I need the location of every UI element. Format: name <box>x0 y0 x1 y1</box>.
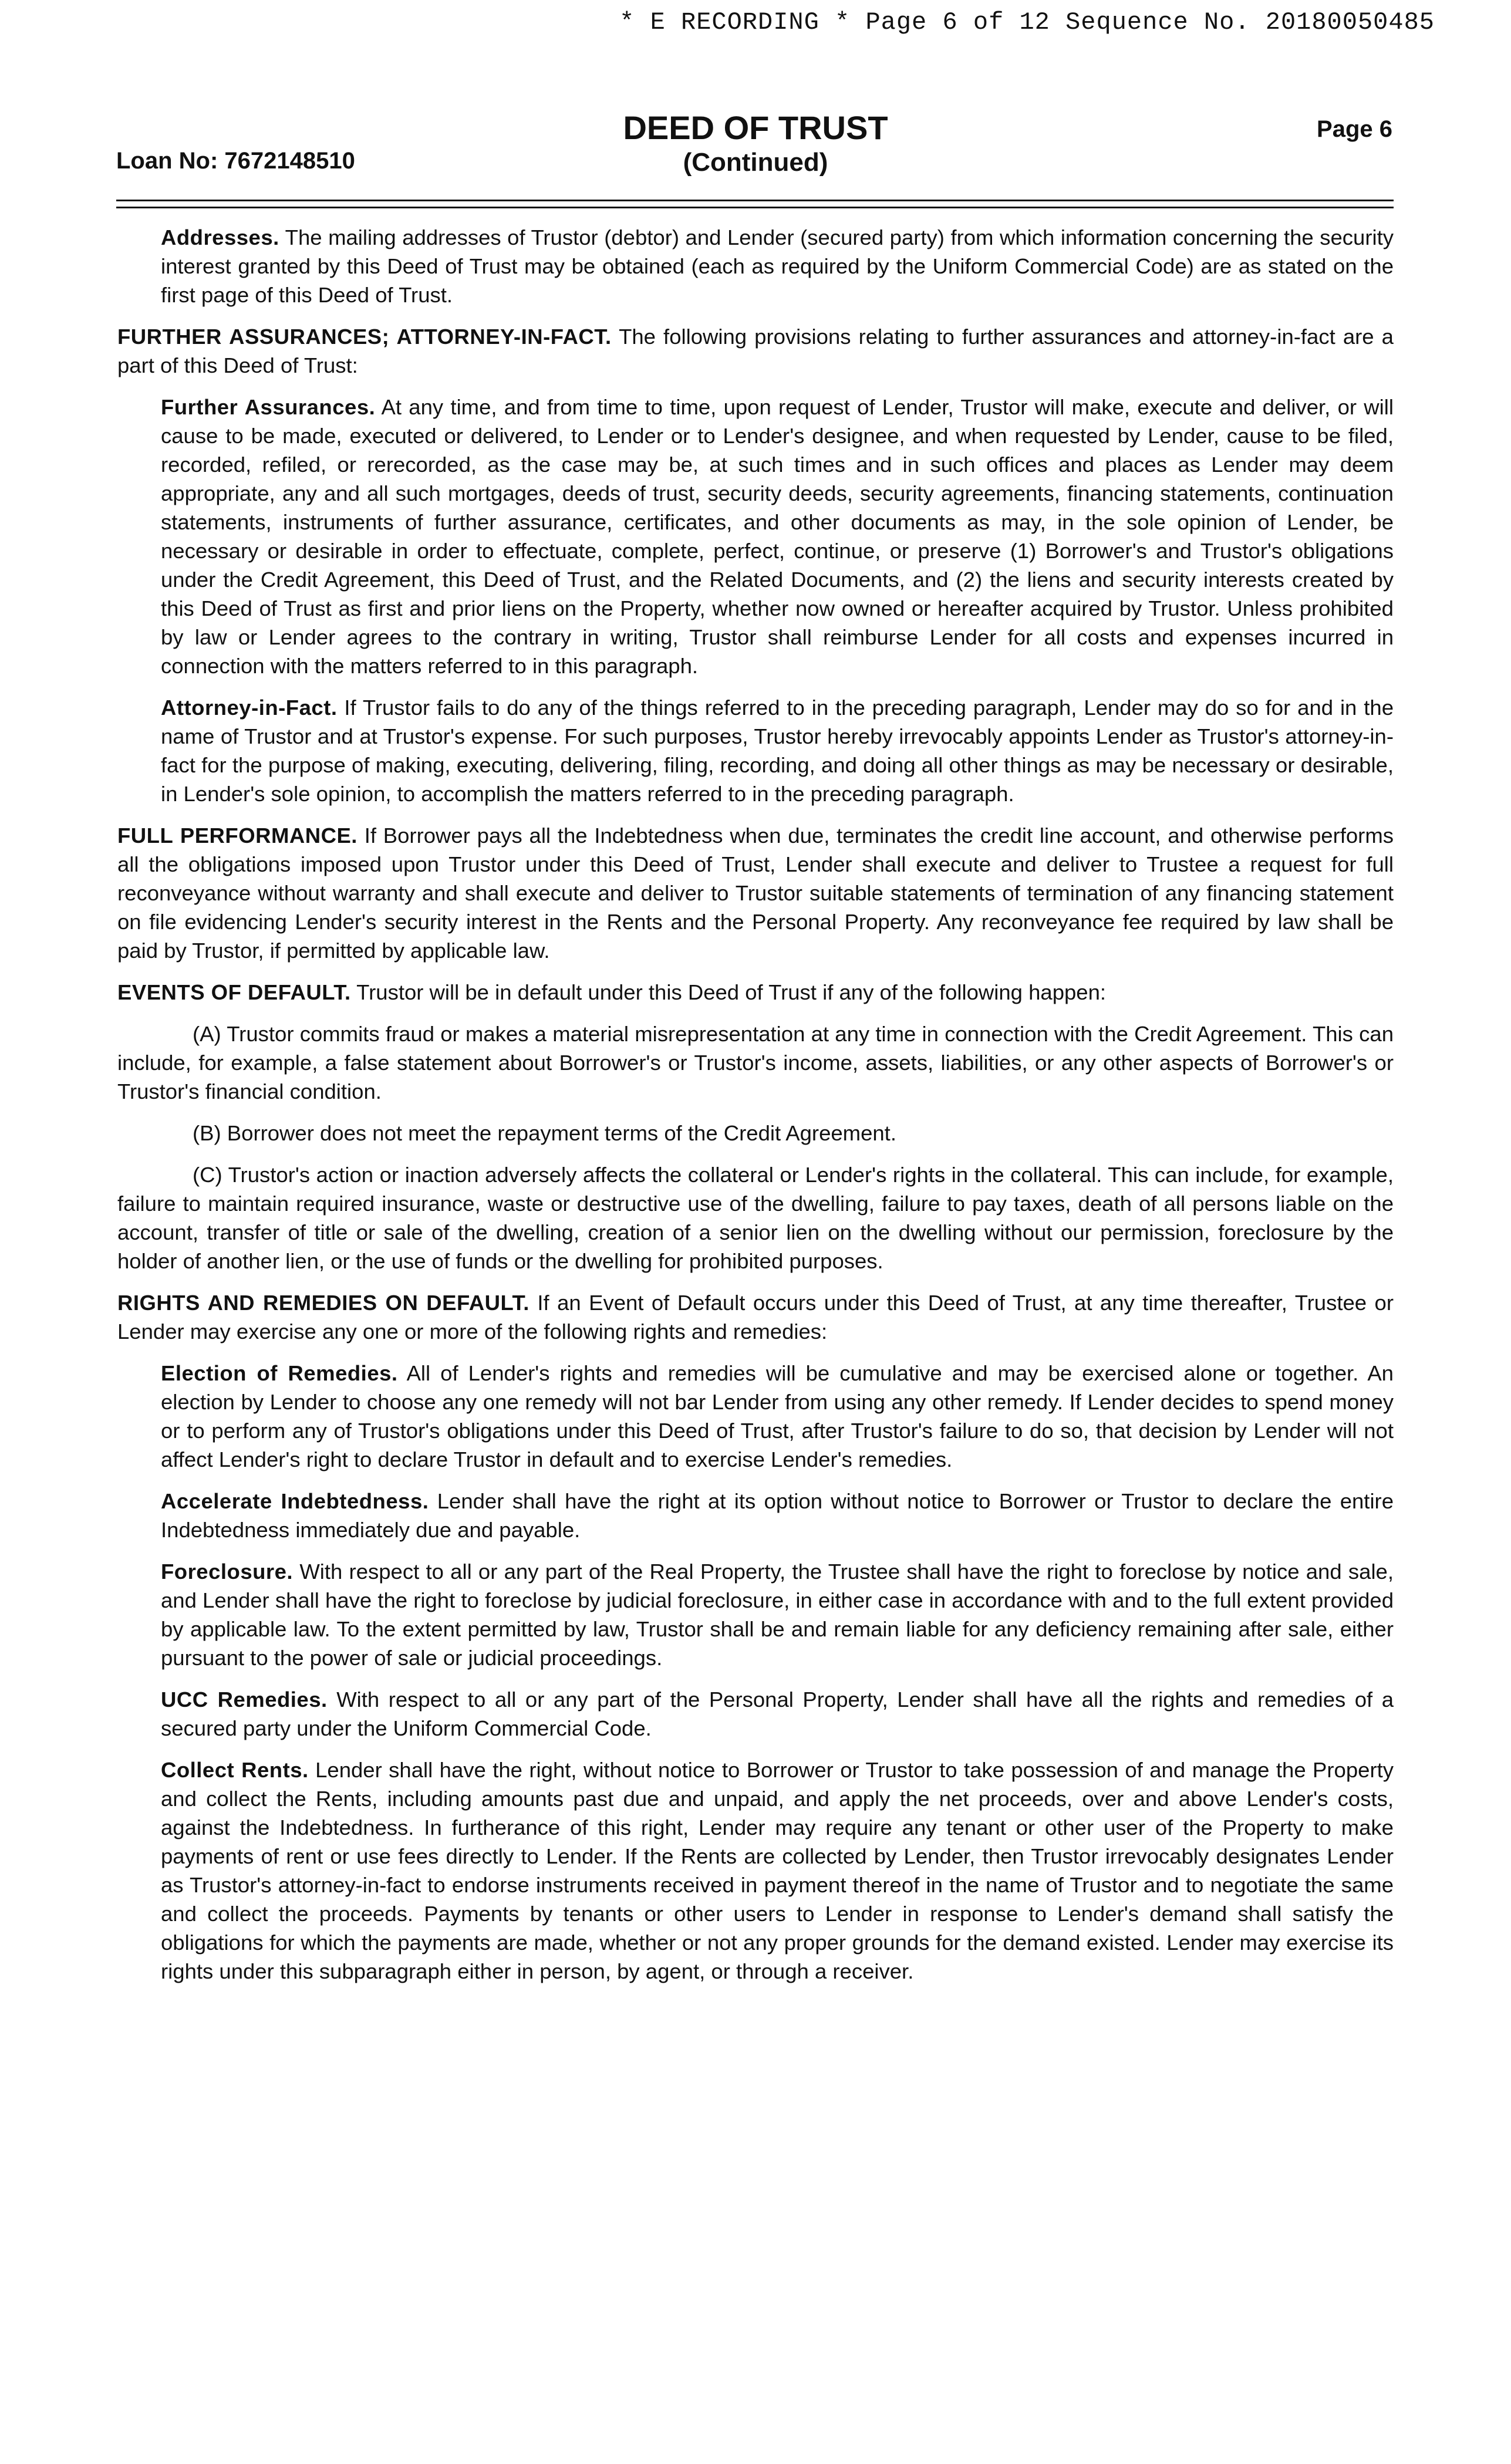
paragraph-rights-and-remedies <box>117 1288 1394 1346</box>
paragraph-text: (C) Trustor's action or inaction adversely affects the collateral or Lender's rights in the collateral. This can include, for example, failure to maintain required insurance, waste or destructive use of the dwelling, failure to pay taxes, death of all persons liable on the account, transfer of title or sale of the dwelling, creation of a senior lien on the dwelling without our permission, foreclosure by the holder of another lien, or the use of funds or the dwelling for prohibited purposes. <box>117 1163 1394 1273</box>
paragraph-foreclosure <box>161 1557 1394 1672</box>
document-body <box>117 223 1394 1999</box>
paragraph-text: (B) Borrower does not meet the repayment terms of the Credit Agreement. <box>193 1121 896 1145</box>
paragraph-heading: Attorney-in-Fact. <box>161 696 338 720</box>
paragraph-text: Trustor will be in default under this Deed of Trust if any of the following happen: <box>350 980 1107 1004</box>
paragraph-heading: UCC Remedies. <box>161 1687 328 1712</box>
paragraph-heading: Foreclosure. <box>161 1560 294 1584</box>
paragraph-heading: Collect Rents. <box>161 1758 309 1782</box>
section-heading: RIGHTS AND REMEDIES ON DEFAULT. <box>117 1291 529 1315</box>
paragraph-default-c <box>117 1160 1394 1275</box>
paragraph-full-performance <box>117 821 1394 965</box>
paragraph-text: If Borrower pays all the Indebtedness when due, terminates the credit line account, and otherwise performs all the obligations imposed upon Trustor under this Deed of Trust, Lender shall execute and deliver to Trustee a request for full reconveyance without warranty and shall execute and deliver to Trustor suitable statements of termination of any financing statement on file evidencing Lender's security interest in the Rents and the Personal Property. Any reconveyance fee required by law shall be paid by Trustor, if permitted by applicable law. <box>117 823 1394 963</box>
section-heading: EVENTS OF DEFAULT. <box>117 980 351 1004</box>
paragraph-addresses <box>161 223 1394 309</box>
recording-stamp: * E RECORDING * Page 6 of 12 Sequence No. 20180050485 <box>619 8 1435 36</box>
paragraph-collect-rents <box>161 1756 1394 1986</box>
paragraph-accelerate-indebtedness <box>161 1487 1394 1544</box>
paragraph-default-a <box>117 1020 1394 1106</box>
paragraph-text: The following provisions relating to further assurances and attorney-in-fact are a part of this Deed of Trust: <box>117 325 1394 377</box>
paragraph-default-b <box>117 1119 1394 1147</box>
paragraph-election-of-remedies <box>161 1359 1394 1474</box>
paragraph-heading: Addresses. <box>161 225 279 249</box>
paragraph-further-assurances-section <box>117 322 1394 380</box>
loan-number: Loan No: 7672148510 <box>116 148 355 174</box>
document-title: DEED OF TRUST <box>623 109 888 146</box>
paragraph-text: The mailing addresses of Trustor (debtor) and Lender (secured party) from which information concerning the security interest granted by this Deed of Trust may be obtained (each as required by the Uniform Commercial Code) are as stated on the first page of this Deed of Trust. <box>161 225 1394 307</box>
paragraph-text: If an Event of Default occurs under this Deed of Trust, at any time thereafter, Trustee or Lender may exercise any one or more of the following rights and remedies: <box>117 1291 1394 1344</box>
paragraph-heading: Election of Remedies. <box>161 1361 398 1385</box>
paragraph-text: At any time, and from time to time, upon request of Lender, Trustor will make, execute and deliver, or will cause to be made, executed or delivered, to Lender or to Lender's designee, and when requested by Lender, cause to be filed, recorded, refiled, or rerecorded, as the case may be, at such times and in such offices and places as Lender may deem appropriate, any and all such mortgages, deeds of trust, security deeds, security agreements, financing statements, continuation statements, instruments of further assurance, certificates, and other documents as may, in the sole opinion of Lender, be necessary or desirable in order to effectuate, complete, perfect, continue, or preserve (1) Borrower's and Trustor's obligations under the Credit Agreement, this Deed of Trust, and the Related Documents, and (2) the liens and security interests created by this Deed of Trust as first and prior liens on the Property, whether now owned or hereafter acquired by Trustor. Unless prohibited by law or Lender agrees to the contrary in writing, Trustor shall reimburse Lender for all costs and expenses incurred in connection with the matters referred to in this paragraph. <box>161 395 1394 678</box>
header-rule-secondary <box>116 207 1394 208</box>
paragraph-further-assurances <box>161 393 1394 680</box>
paragraph-text: With respect to all or any part of the Real Property, the Trustee shall have the right to foreclose by notice and sale, and Lender shall have the right to foreclose by judicial foreclosure, in either case in accordance with and to the full extent provided by applicable law. To the extent permitted by law, Trustor shall be and remain liable for any deficiency remaining after sale, either pursuant to the power of sale or judicial proceedings. <box>161 1560 1394 1670</box>
header-rule <box>116 200 1394 201</box>
paragraph-text: All of Lender's rights and remedies will be cumulative and may be exercised alone or together. An election by Lender to choose any one remedy will not bar Lender from using any other remedy. If Lender decides to spend money or to perform any of Trustor's obligations under this Deed of Trust, after Trustor's failure to do so, that decision by Lender will not affect Lender's right to declare Trustor in default and to exercise Lender's remedies. <box>161 1361 1394 1471</box>
paragraph-attorney-in-fact <box>161 693 1394 808</box>
section-heading: FULL PERFORMANCE. <box>117 823 357 848</box>
paragraph-heading: Further Assurances. <box>161 395 376 419</box>
paragraph-heading: Accelerate Indebtedness. <box>161 1489 429 1513</box>
paragraph-text: With respect to all or any part of the Personal Property, Lender shall have all the rights and remedies of a secured party under the Uniform Commercial Code. <box>161 1687 1394 1740</box>
paragraph-ucc-remedies <box>161 1685 1394 1743</box>
paragraph-text: Lender shall have the right at its option without notice to Borrower or Trustor to declare the entire Indebtedness immediately due and payable. <box>161 1489 1394 1542</box>
paragraph-text: (A) Trustor commits fraud or makes a material misrepresentation at any time in connection with the Credit Agreement. This can include, for example, a false statement about Borrower's or Trustor's income, assets, liabilities, or any other aspects of Borrower's or Trustor's financial condition. <box>117 1022 1394 1103</box>
paragraph-text: If Trustor fails to do any of the things referred to in the preceding paragraph, Lender may do so for and in the name of Trustor and at Trustor's expense. For such purposes, Trustor hereby irrevocably appoints Lender as Trustor's attorney-in-fact for the purpose of making, executing, delivering, filing, recording, and doing all other things as may be necessary or desirable, in Lender's sole opinion, to accomplish the matters referred to in the preceding paragraph. <box>161 696 1394 806</box>
paragraph-events-of-default <box>117 978 1394 1007</box>
document-subtitle: (Continued) <box>683 148 828 177</box>
section-heading: FURTHER ASSURANCES; ATTORNEY-IN-FACT. <box>117 325 612 349</box>
page-number: Page 6 <box>1317 116 1392 142</box>
paragraph-text: Lender shall have the right, without notice to Borrower or Trustor to take possession of and manage the Property and collect the Rents, including amounts past due and unpaid, and apply the net proceeds, over and above Lender's costs, against the Indebtedness. In furtherance of this right, Lender may require any tenant or other user of the Property to make payments of rent or use fees directly to Lender. If the Rents are collected by Lender, then Trustor irrevocably designates Lender as Trustor's attorney-in-fact to endorse instruments received in payment thereof in the name of Trustor and to negotiate the same and collect the proceeds. Payments by tenants or other users to Lender in response to Lender's demand shall satisfy the obligations for which the payments are made, whether or not any proper grounds for the demand existed. Lender may exercise its rights under this subparagraph either in person, by agent, or through a receiver. <box>161 1758 1394 1983</box>
